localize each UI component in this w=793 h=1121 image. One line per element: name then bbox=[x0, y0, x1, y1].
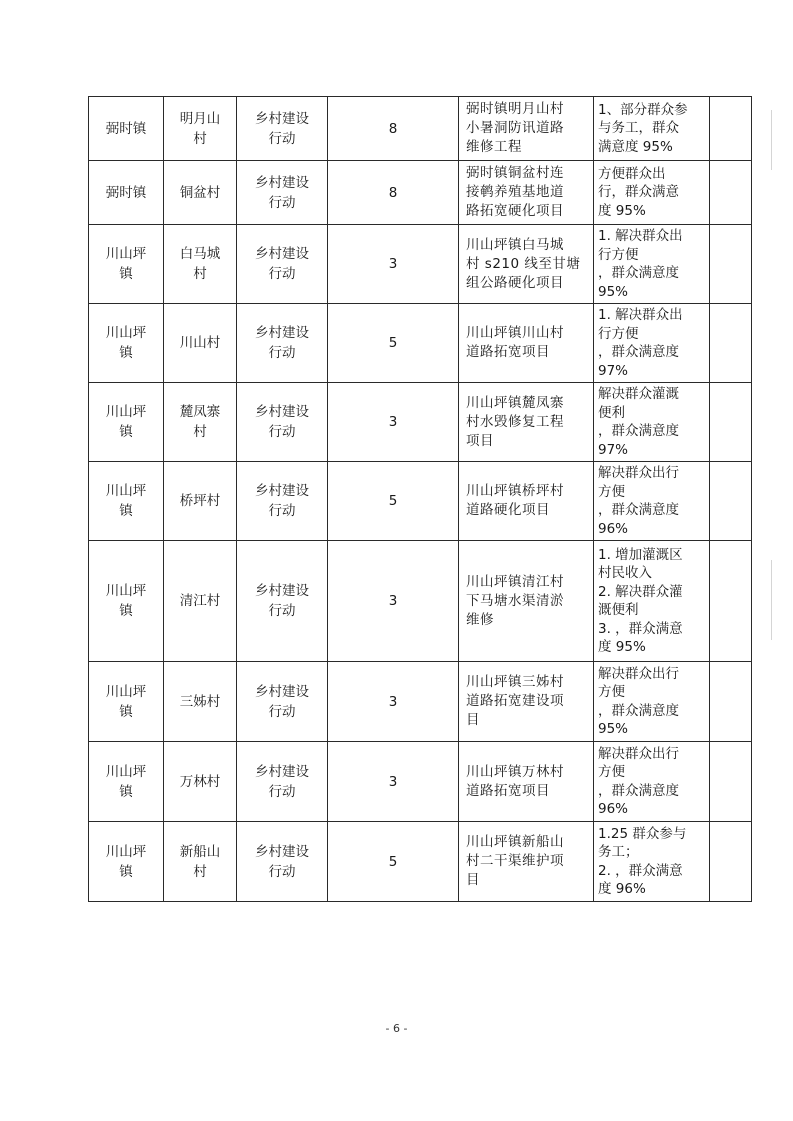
village-cell: 桥坪村 bbox=[164, 462, 237, 541]
benefit-cell: 1.25 群众参与 务工； 2. ，群众满意 度 96% bbox=[594, 822, 710, 902]
remarks-cell bbox=[710, 742, 752, 822]
remarks-cell bbox=[710, 225, 752, 304]
town-cell: 川山坪 镇 bbox=[89, 822, 164, 902]
remarks-cell bbox=[710, 662, 752, 742]
project-name-cell: 川山坪镇万林村 道路拓宽项目 bbox=[459, 742, 594, 822]
table-row bbox=[89, 225, 752, 304]
benefit-cell: 1、部分群众参 与务工，群众 满意度 95% bbox=[594, 97, 710, 161]
scan-edge-line bbox=[771, 560, 772, 640]
town-cell: 川山坪 镇 bbox=[89, 541, 164, 662]
amount-cell: 3 bbox=[328, 742, 459, 822]
amount-cell: 8 bbox=[328, 97, 459, 161]
category-cell: 乡村建设 行动 bbox=[237, 662, 328, 742]
village-cell: 新船山 村 bbox=[164, 822, 237, 902]
amount-cell: 3 bbox=[328, 662, 459, 742]
amount-cell: 5 bbox=[328, 462, 459, 541]
table-row bbox=[89, 462, 752, 541]
project-name-cell: 川山坪镇三姊村 道路拓宽建设项 目 bbox=[459, 662, 594, 742]
remarks-cell bbox=[710, 304, 752, 383]
project-name-cell: 川山坪镇新船山 村二干渠维护项 目 bbox=[459, 822, 594, 902]
project-name-cell: 川山坪镇麓凤寨 村水毁修复工程 项目 bbox=[459, 383, 594, 462]
village-cell: 麓凤寨 村 bbox=[164, 383, 237, 462]
village-cell: 明月山 村 bbox=[164, 97, 237, 161]
amount-cell: 5 bbox=[328, 304, 459, 383]
benefit-cell: 解决群众出行 方便 ，群众满意度 96% bbox=[594, 742, 710, 822]
town-cell: 川山坪 镇 bbox=[89, 462, 164, 541]
town-cell: 川山坪 镇 bbox=[89, 742, 164, 822]
category-cell: 乡村建设 行动 bbox=[237, 161, 328, 225]
table-row bbox=[89, 541, 752, 662]
project-name-cell: 弼时镇铜盆村连 接鹌养殖基地道 路拓宽硬化项目 bbox=[459, 161, 594, 225]
project-table bbox=[88, 96, 752, 902]
category-cell: 乡村建设 行动 bbox=[237, 822, 328, 902]
remarks-cell bbox=[710, 383, 752, 462]
table-row bbox=[89, 742, 752, 822]
village-cell: 川山村 bbox=[164, 304, 237, 383]
benefit-cell: 方便群众出 行，群众满意 度 95% bbox=[594, 161, 710, 225]
table-row bbox=[89, 383, 752, 462]
table-row bbox=[89, 304, 752, 383]
page-number: - 6 - bbox=[385, 1022, 408, 1035]
benefit-cell: 解决群众出行 方便 ，群众满意度 95% bbox=[594, 662, 710, 742]
town-cell: 川山坪 镇 bbox=[89, 304, 164, 383]
amount-cell: 3 bbox=[328, 225, 459, 304]
town-cell: 川山坪 镇 bbox=[89, 225, 164, 304]
remarks-cell bbox=[710, 97, 752, 161]
benefit-cell: 1. 解决群众出 行方便 ，群众满意度 95% bbox=[594, 225, 710, 304]
village-cell: 万林村 bbox=[164, 742, 237, 822]
amount-cell: 3 bbox=[328, 383, 459, 462]
category-cell: 乡村建设 行动 bbox=[237, 97, 328, 161]
category-cell: 乡村建设 行动 bbox=[237, 541, 328, 662]
remarks-cell bbox=[710, 462, 752, 541]
category-cell: 乡村建设 行动 bbox=[237, 742, 328, 822]
village-cell: 白马城 村 bbox=[164, 225, 237, 304]
table-row bbox=[89, 97, 752, 161]
project-name-cell: 川山坪镇白马城 村 s210 线至甘塘 组公路硬化项目 bbox=[459, 225, 594, 304]
category-cell: 乡村建设 行动 bbox=[237, 225, 328, 304]
project-name-cell: 川山坪镇川山村 道路拓宽项目 bbox=[459, 304, 594, 383]
benefit-cell: 解决群众灌溉 便利 ，群众满意度 97% bbox=[594, 383, 710, 462]
town-cell: 川山坪 镇 bbox=[89, 662, 164, 742]
category-cell: 乡村建设 行动 bbox=[237, 304, 328, 383]
project-name-cell: 川山坪镇清江村 下马塘水渠清淤 维修 bbox=[459, 541, 594, 662]
town-cell: 弼时镇 bbox=[89, 161, 164, 225]
scan-edge-line bbox=[771, 110, 772, 170]
table-row bbox=[89, 662, 752, 742]
remarks-cell bbox=[710, 161, 752, 225]
benefit-cell: 解决群众出行 方便 ，群众满意度 96% bbox=[594, 462, 710, 541]
remarks-cell bbox=[710, 541, 752, 662]
benefit-cell: 1. 解决群众出 行方便 ，群众满意度 97% bbox=[594, 304, 710, 383]
project-name-cell: 川山坪镇桥坪村 道路硬化项目 bbox=[459, 462, 594, 541]
amount-cell: 8 bbox=[328, 161, 459, 225]
table-row bbox=[89, 161, 752, 225]
amount-cell: 5 bbox=[328, 822, 459, 902]
remarks-cell bbox=[710, 822, 752, 902]
category-cell: 乡村建设 行动 bbox=[237, 383, 328, 462]
project-name-cell: 弼时镇明月山村 小暑洞防讯道路 维修工程 bbox=[459, 97, 594, 161]
village-cell: 三姊村 bbox=[164, 662, 237, 742]
amount-cell: 3 bbox=[328, 541, 459, 662]
project-table-body bbox=[89, 97, 752, 902]
village-cell: 清江村 bbox=[164, 541, 237, 662]
category-cell: 乡村建设 行动 bbox=[237, 462, 328, 541]
benefit-cell: 1. 增加灌溉区 村民收入 2. 解决群众灌 溉便利 3. ，群众满意 度 95% bbox=[594, 541, 710, 662]
table-row bbox=[89, 822, 752, 902]
town-cell: 弼时镇 bbox=[89, 97, 164, 161]
town-cell: 川山坪 镇 bbox=[89, 383, 164, 462]
village-cell: 铜盆村 bbox=[164, 161, 237, 225]
